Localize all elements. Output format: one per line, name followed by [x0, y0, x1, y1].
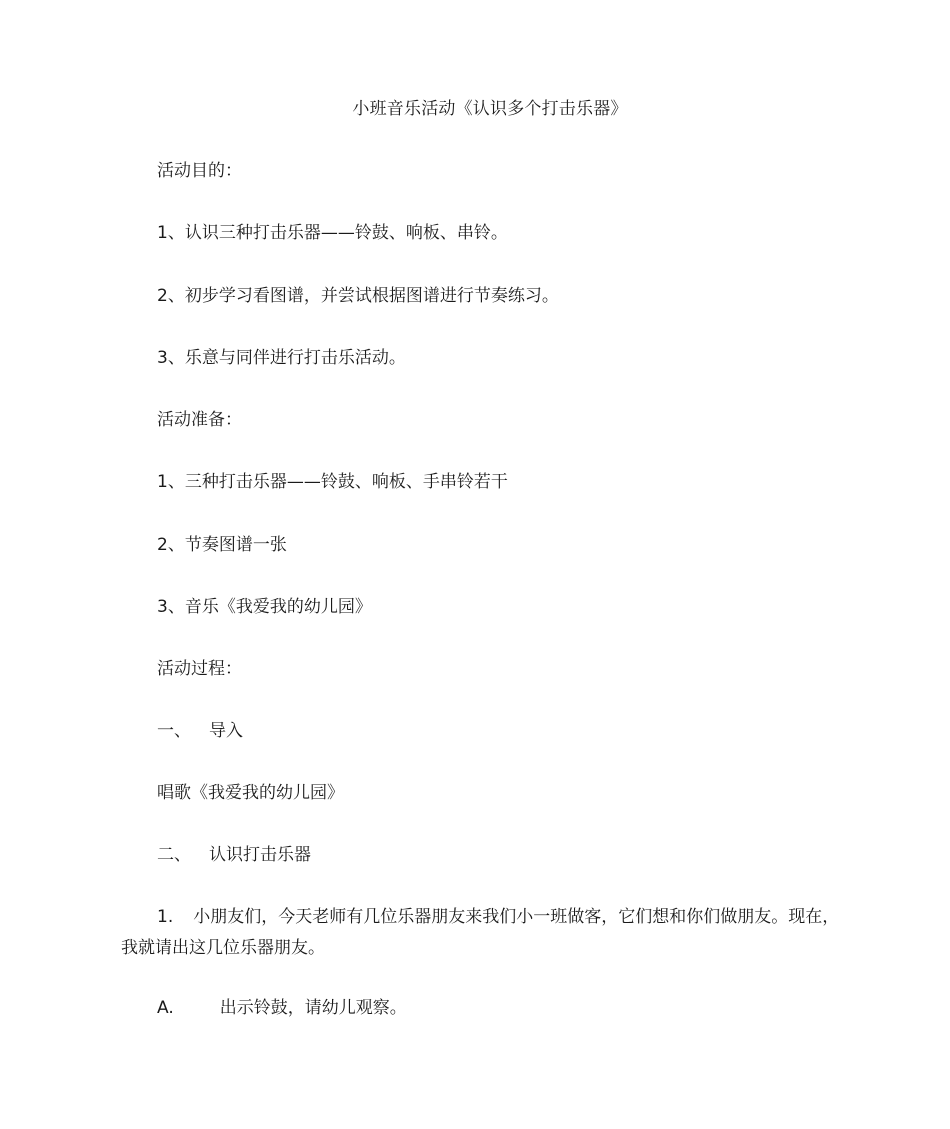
section-2-title: 认识打击乐器 — [209, 845, 311, 865]
process-heading: 活动过程： — [157, 659, 242, 679]
step-a-text: 出示铃鼓，请幼儿观察。 — [219, 998, 407, 1018]
goal-item-3: 3、乐意与同伴进行打击乐活动。 — [157, 348, 406, 368]
section-2-number: 二、 — [157, 845, 191, 865]
goal-heading: 活动目的： — [157, 161, 242, 181]
step-1-paragraph — [121, 902, 851, 964]
prep-item-3: 3、音乐《我爱我的幼儿园》 — [157, 597, 372, 617]
section-1-title: 导入 — [209, 721, 243, 741]
step-1-text: 小朋友们，今天老师有几位乐器朋友来我们小一班做客，它们想和你们做朋友。现在，我就请出这几位乐器朋友。 — [121, 907, 840, 958]
document-title: 小班音乐活动《认识多个打击乐器》 — [352, 99, 628, 119]
section-1-number: 一、 — [157, 721, 191, 741]
prep-heading: 活动准备： — [157, 410, 242, 430]
section-1-heading — [157, 719, 243, 743]
section-1-body: 唱歌《我爱我的幼儿园》 — [157, 783, 344, 803]
step-a-line — [157, 996, 407, 1020]
step-1-number: 1. — [157, 907, 174, 927]
prep-item-2: 2、节奏图谱一张 — [157, 535, 287, 555]
section-2-heading — [157, 843, 311, 867]
prep-item-1: 1、三种打击乐器——铃鼓、响板、手串铃若干 — [157, 472, 508, 492]
step-a-number: A. — [157, 998, 174, 1018]
goal-item-1: 1、认识三种打击乐器——铃鼓、响板、串铃。 — [157, 223, 508, 243]
goal-item-2: 2、初步学习看图谱，并尝试根据图谱进行节奏练习。 — [157, 286, 559, 306]
